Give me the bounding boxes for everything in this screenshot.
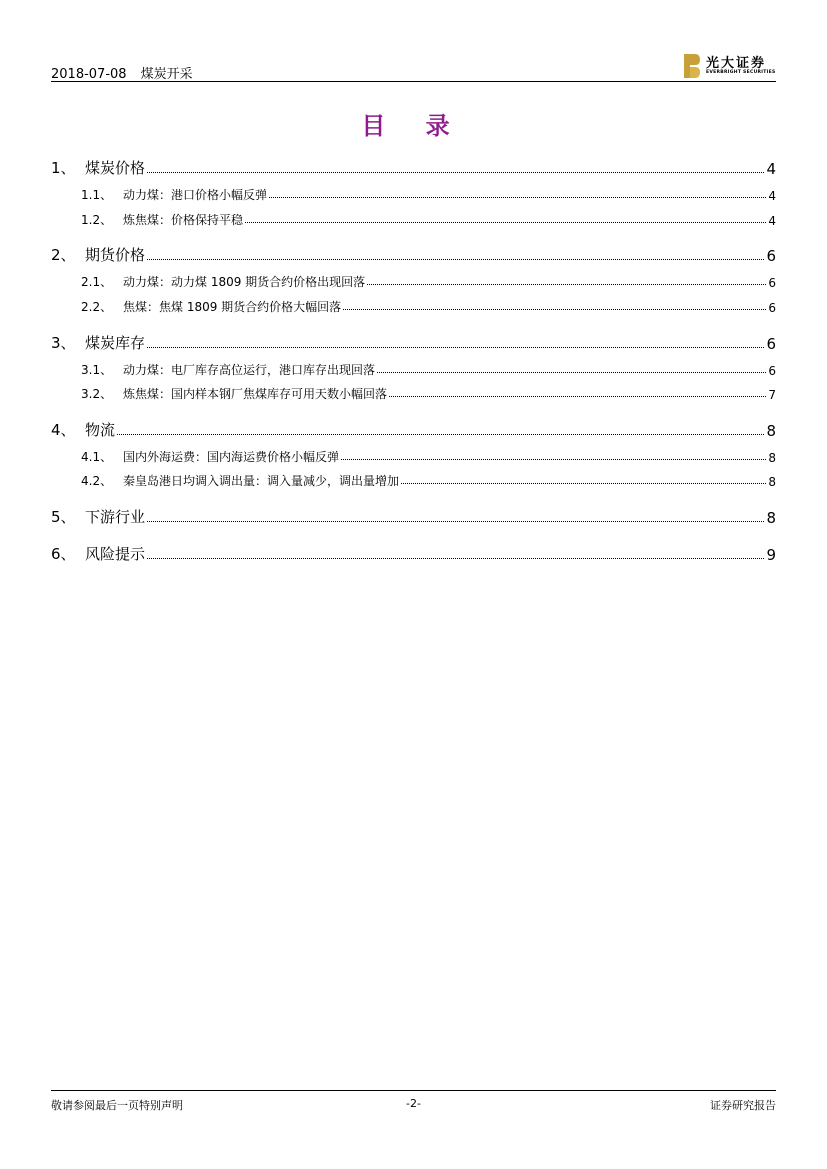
toc-entry-title: 煤炭价格 (85, 159, 146, 177)
toc-entry[interactable] (81, 273, 776, 290)
toc-entry-title: 动力煤：港口价格小幅反弹 (123, 188, 268, 202)
toc-entry-page: 4 (768, 214, 776, 228)
toc-entry-page: 4 (766, 160, 776, 178)
toc-entry[interactable] (81, 186, 776, 203)
toc-entry[interactable] (51, 544, 776, 564)
report-topic: 煤炭开采 (140, 67, 193, 82)
toc-entry-number: 2、 (51, 246, 76, 264)
toc-entry-page: 8 (768, 451, 776, 465)
toc-entry[interactable] (81, 448, 776, 465)
report-date: 2018-07-08 (51, 67, 127, 82)
toc-entry-number: 3、 (51, 334, 76, 352)
toc-entry-number: 2.1、 (81, 275, 113, 289)
toc-entry-title: 风险提示 (85, 545, 146, 563)
toc-entry-title: 焦煤：焦煤 1809 期货合约价格大幅回落 (123, 300, 342, 314)
toc-entry-title: 煤炭库存 (85, 334, 146, 352)
toc-entry-number: 4.1、 (81, 450, 113, 464)
toc-dot-leader (341, 459, 766, 460)
toc-dot-leader (343, 309, 766, 310)
toc-entry-title: 炼焦煤：国内样本钢厂焦煤库存可用天数小幅回落 (123, 387, 388, 401)
toc-title: 目 录 (361, 111, 466, 140)
footer-doc-type: 证券研究报告 (710, 1099, 776, 1112)
toc-entry-title: 国内外海运费：国内海运费价格小幅反弹 (123, 450, 340, 464)
toc-entry[interactable] (51, 158, 776, 178)
toc-dot-leader (147, 259, 764, 260)
toc-entry-number: 3.2、 (81, 387, 113, 401)
header-divider (51, 81, 776, 82)
everbright-logo-icon (684, 54, 700, 78)
toc-entry-title: 物流 (85, 421, 116, 439)
toc-entry-number: 1.2、 (81, 213, 113, 227)
header-meta (51, 63, 193, 82)
toc-entry-number: 4.2、 (81, 474, 113, 488)
toc-dot-leader (147, 172, 764, 173)
toc-entry-title: 炼焦煤：价格保持平稳 (123, 213, 244, 227)
toc-entry-page: 6 (766, 247, 776, 265)
toc-dot-leader (389, 396, 766, 397)
toc-dot-leader (147, 521, 764, 522)
toc-entry-title: 动力煤：动力煤 1809 期货合约价格出现回落 (123, 275, 366, 289)
toc-entry[interactable] (81, 211, 776, 228)
toc-dot-leader (147, 347, 764, 348)
toc-entry-page: 8 (766, 509, 776, 527)
toc-entry[interactable] (51, 420, 776, 440)
toc-entry-page: 6 (766, 335, 776, 353)
logo-name-cn: 光大证券 (706, 56, 767, 71)
logo-name-en: EVERBRIGHT SECURITIES (706, 70, 776, 75)
toc-dot-leader (367, 284, 766, 285)
footer-page-number: -2- (406, 1097, 421, 1110)
toc-dot-leader (377, 372, 766, 373)
toc-entry-number: 1、 (51, 159, 76, 177)
toc-entry-title: 期货价格 (85, 246, 146, 264)
toc-entry-page: 8 (768, 475, 776, 489)
toc-entry[interactable] (81, 385, 776, 402)
toc-entry-number: 3.1、 (81, 363, 113, 377)
toc-entry-number: 5、 (51, 508, 76, 526)
toc-entry-number: 2.2、 (81, 300, 113, 314)
toc-entry-number: 6、 (51, 545, 76, 563)
toc-entry-title: 动力煤：电厂库存高位运行，港口库存出现回落 (123, 363, 376, 377)
toc-entry-page: 7 (768, 388, 776, 402)
toc-dot-leader (401, 483, 766, 484)
toc-entry[interactable] (51, 245, 776, 265)
company-logo (684, 52, 780, 82)
toc-entry-page: 9 (766, 546, 776, 564)
toc-entry-page: 4 (768, 189, 776, 203)
toc-entry-title: 下游行业 (85, 508, 146, 526)
toc-entry[interactable] (81, 298, 776, 315)
toc-entry[interactable] (51, 507, 776, 527)
toc-entry-page: 8 (766, 422, 776, 440)
toc-entry-page: 6 (768, 301, 776, 315)
toc-dot-leader (269, 197, 766, 198)
footer-disclaimer: 敬请参阅最后一页特别声明 (51, 1099, 183, 1112)
toc-dot-leader (245, 222, 766, 223)
toc-entry[interactable] (51, 333, 776, 353)
toc-entry-number: 4、 (51, 421, 76, 439)
footer-divider (51, 1090, 776, 1091)
toc-entry-title: 秦皇岛港日均调入调出量：调入量减少，调出量增加 (123, 474, 400, 488)
toc-entry[interactable] (81, 361, 776, 378)
toc-entry[interactable] (81, 472, 776, 489)
toc-entry-number: 1.1、 (81, 188, 113, 202)
toc-entry-page: 6 (768, 276, 776, 290)
toc-dot-leader (117, 434, 764, 435)
toc-dot-leader (147, 558, 764, 559)
toc-entry-page: 6 (768, 364, 776, 378)
